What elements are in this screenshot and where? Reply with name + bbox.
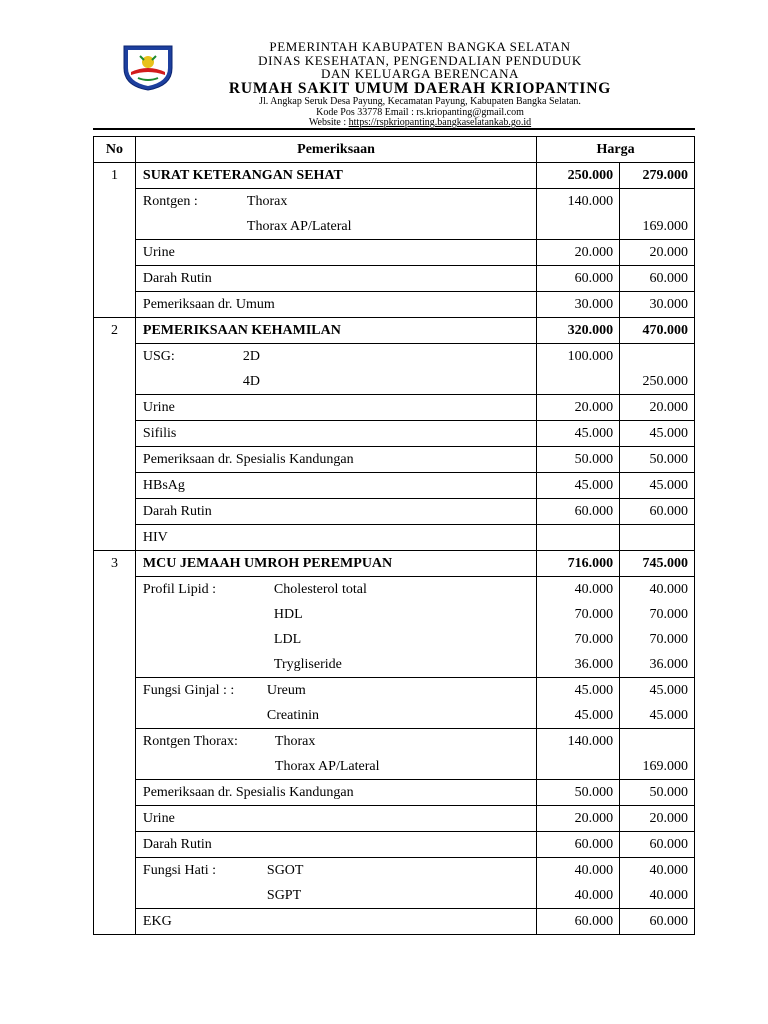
list-item: 4D: [242, 374, 261, 389]
list-item: Thorax AP/Lateral: [274, 759, 380, 774]
col-header-price: Harga: [537, 137, 695, 163]
table-row: [94, 344, 695, 395]
price-2: 60.000: [620, 499, 695, 525]
price-1: 50.000: [537, 447, 620, 473]
list-item: Trygliseride: [273, 657, 342, 672]
price-1: 140.000: [537, 189, 620, 240]
list-item: Thorax: [274, 734, 316, 749]
price-2: 50.000: [620, 780, 695, 806]
table-row: [94, 806, 695, 832]
row-number: 1: [94, 163, 136, 318]
price-2: 45.000: [620, 473, 695, 499]
table-row: [94, 189, 695, 240]
price-1: 20.000: [537, 240, 620, 266]
price-2: 250.000: [620, 344, 695, 395]
price-1: 45.000: [537, 421, 620, 447]
ginjal-group: [135, 678, 536, 729]
table-row: [94, 240, 695, 266]
price-2: 20.000: [620, 240, 695, 266]
list-item: Thorax: [246, 194, 288, 209]
price-table: [93, 136, 695, 935]
letterhead-divider: [93, 128, 695, 130]
price-1: [537, 525, 620, 551]
price-1: 20.000: [537, 806, 620, 832]
item-label: Sifilis: [135, 421, 536, 447]
price-2: 60.000: [620, 909, 695, 935]
price-1: 60.000: [537, 832, 620, 858]
item-label: Pemeriksaan dr. Umum: [135, 292, 536, 318]
row-number: 3: [94, 551, 136, 935]
price-1: 40.000 40.000: [537, 858, 620, 909]
table-row: [94, 832, 695, 858]
table-row: [94, 292, 695, 318]
price-1: 30.000: [537, 292, 620, 318]
price-2: 50.000: [620, 447, 695, 473]
list-item: Thorax AP/Lateral: [246, 219, 352, 234]
item-label: HIV: [135, 525, 536, 551]
table-row: [94, 473, 695, 499]
col-header-no: No: [94, 137, 136, 163]
price-2: 60.000: [620, 832, 695, 858]
item-label: Darah Rutin: [135, 832, 536, 858]
price-1: 60.000: [537, 909, 620, 935]
item-label: Darah Rutin: [135, 266, 536, 292]
price-1: 250.000: [537, 163, 620, 189]
letterhead: [190, 40, 650, 129]
website-link[interactable]: https://rspkriopanting.bangkaselatankab.go.id: [348, 117, 532, 129]
price-2: [620, 525, 695, 551]
hospital-address: Jl. Angkap Seruk Desa Payung, Kecamatan Payung, Kabupaten Bangka Selatan.: [259, 96, 581, 108]
rontgen-group: [135, 729, 536, 780]
price-1: 716.000: [537, 551, 620, 577]
section-title: SURAT KETERANGAN SEHAT: [135, 163, 536, 189]
item-label: Urine: [135, 806, 536, 832]
group-label: Fungsi Ginjal : :: [142, 683, 235, 698]
rontgen-group: [135, 189, 536, 240]
price-2: 20.000: [620, 806, 695, 832]
price-1: 20.000: [537, 395, 620, 421]
section-title: MCU JEMAAH UMROH PEREMPUAN: [135, 551, 536, 577]
table-row: [94, 395, 695, 421]
department-title-1: DINAS KESEHATAN, PENGENDALIAN PENDUDUK: [258, 52, 582, 68]
table-row: [94, 499, 695, 525]
price-2: 30.000: [620, 292, 695, 318]
table-row: [94, 266, 695, 292]
list-item: SGPT: [266, 888, 302, 903]
table-row: [94, 678, 695, 729]
price-1: 45.000: [537, 473, 620, 499]
price-1: 60.000: [537, 499, 620, 525]
list-item: LDL: [273, 632, 302, 647]
table-row: [94, 577, 695, 678]
list-item: HDL: [273, 607, 303, 622]
price-2: 745.000: [620, 551, 695, 577]
table-header-row: [94, 137, 695, 163]
item-label: HBsAg: [135, 473, 536, 499]
hospital-contact: Kode Pos 33778 Email : rs.kriopanting@gmail.com: [316, 106, 524, 118]
usg-group: [135, 344, 536, 395]
row-number: 2: [94, 318, 136, 551]
price-1: 60.000: [537, 266, 620, 292]
item-label: Pemeriksaan dr. Spesialis Kandungan: [135, 780, 536, 806]
price-1: 40.000 70.000 70.000 36.000: [537, 577, 620, 678]
hati-group: [135, 858, 536, 909]
table-row: [94, 551, 695, 577]
item-label: EKG: [135, 909, 536, 935]
price-1: 45.000 45.000: [537, 678, 620, 729]
price-1: 320.000: [537, 318, 620, 344]
price-2: 169.000: [620, 729, 695, 780]
table-row: [94, 447, 695, 473]
government-title: PEMERINTAH KABUPATEN BANGKA SELATAN: [269, 39, 571, 54]
price-2: 40.000 70.000 70.000 36.000: [620, 577, 695, 678]
item-label: Darah Rutin: [135, 499, 536, 525]
price-1: 50.000: [537, 780, 620, 806]
price-2: 60.000: [620, 266, 695, 292]
price-2: 20.000: [620, 395, 695, 421]
price-1: 100.000: [537, 344, 620, 395]
list-item: 2D: [242, 349, 261, 364]
hospital-name: RUMAH SAKIT UMUM DAERAH KRIOPANTING: [228, 79, 612, 97]
group-label: Fungsi Hati :: [142, 863, 217, 878]
item-label: Urine: [135, 395, 536, 421]
list-item: Ureum: [266, 683, 306, 698]
table-row: [94, 858, 695, 909]
department-title-2: DAN KELUARGA BERENCANA: [320, 66, 520, 82]
price-1: 140.000: [537, 729, 620, 780]
list-item: Cholesterol total: [273, 582, 367, 597]
price-2: 40.000 40.000: [620, 858, 695, 909]
table-row: [94, 780, 695, 806]
group-label: Rontgen :: [142, 194, 198, 209]
item-label: Pemeriksaan dr. Spesialis Kandungan: [135, 447, 536, 473]
section-title: PEMERIKSAAN KEHAMILAN: [135, 318, 536, 344]
table-row: [94, 163, 695, 189]
regency-logo: [118, 42, 178, 92]
price-2: 470.000: [620, 318, 695, 344]
price-2: 169.000: [620, 189, 695, 240]
group-label: USG:: [142, 349, 175, 364]
price-2: 45.000 45.000: [620, 678, 695, 729]
lipid-group: [135, 577, 536, 678]
table-row: [94, 909, 695, 935]
table-row: [94, 729, 695, 780]
group-label: Profil Lipid :: [142, 582, 217, 597]
col-header-item: Pemeriksaan: [135, 137, 536, 163]
table-row: [94, 318, 695, 344]
website-label: Website :: [308, 117, 349, 129]
item-label: Urine: [135, 240, 536, 266]
price-2: 45.000: [620, 421, 695, 447]
table-row: [94, 421, 695, 447]
price-2: 279.000: [620, 163, 695, 189]
table-row: [94, 525, 695, 551]
list-item: SGOT: [266, 863, 304, 878]
list-item: Creatinin: [266, 708, 320, 723]
group-label: Rontgen Thorax:: [142, 734, 238, 749]
